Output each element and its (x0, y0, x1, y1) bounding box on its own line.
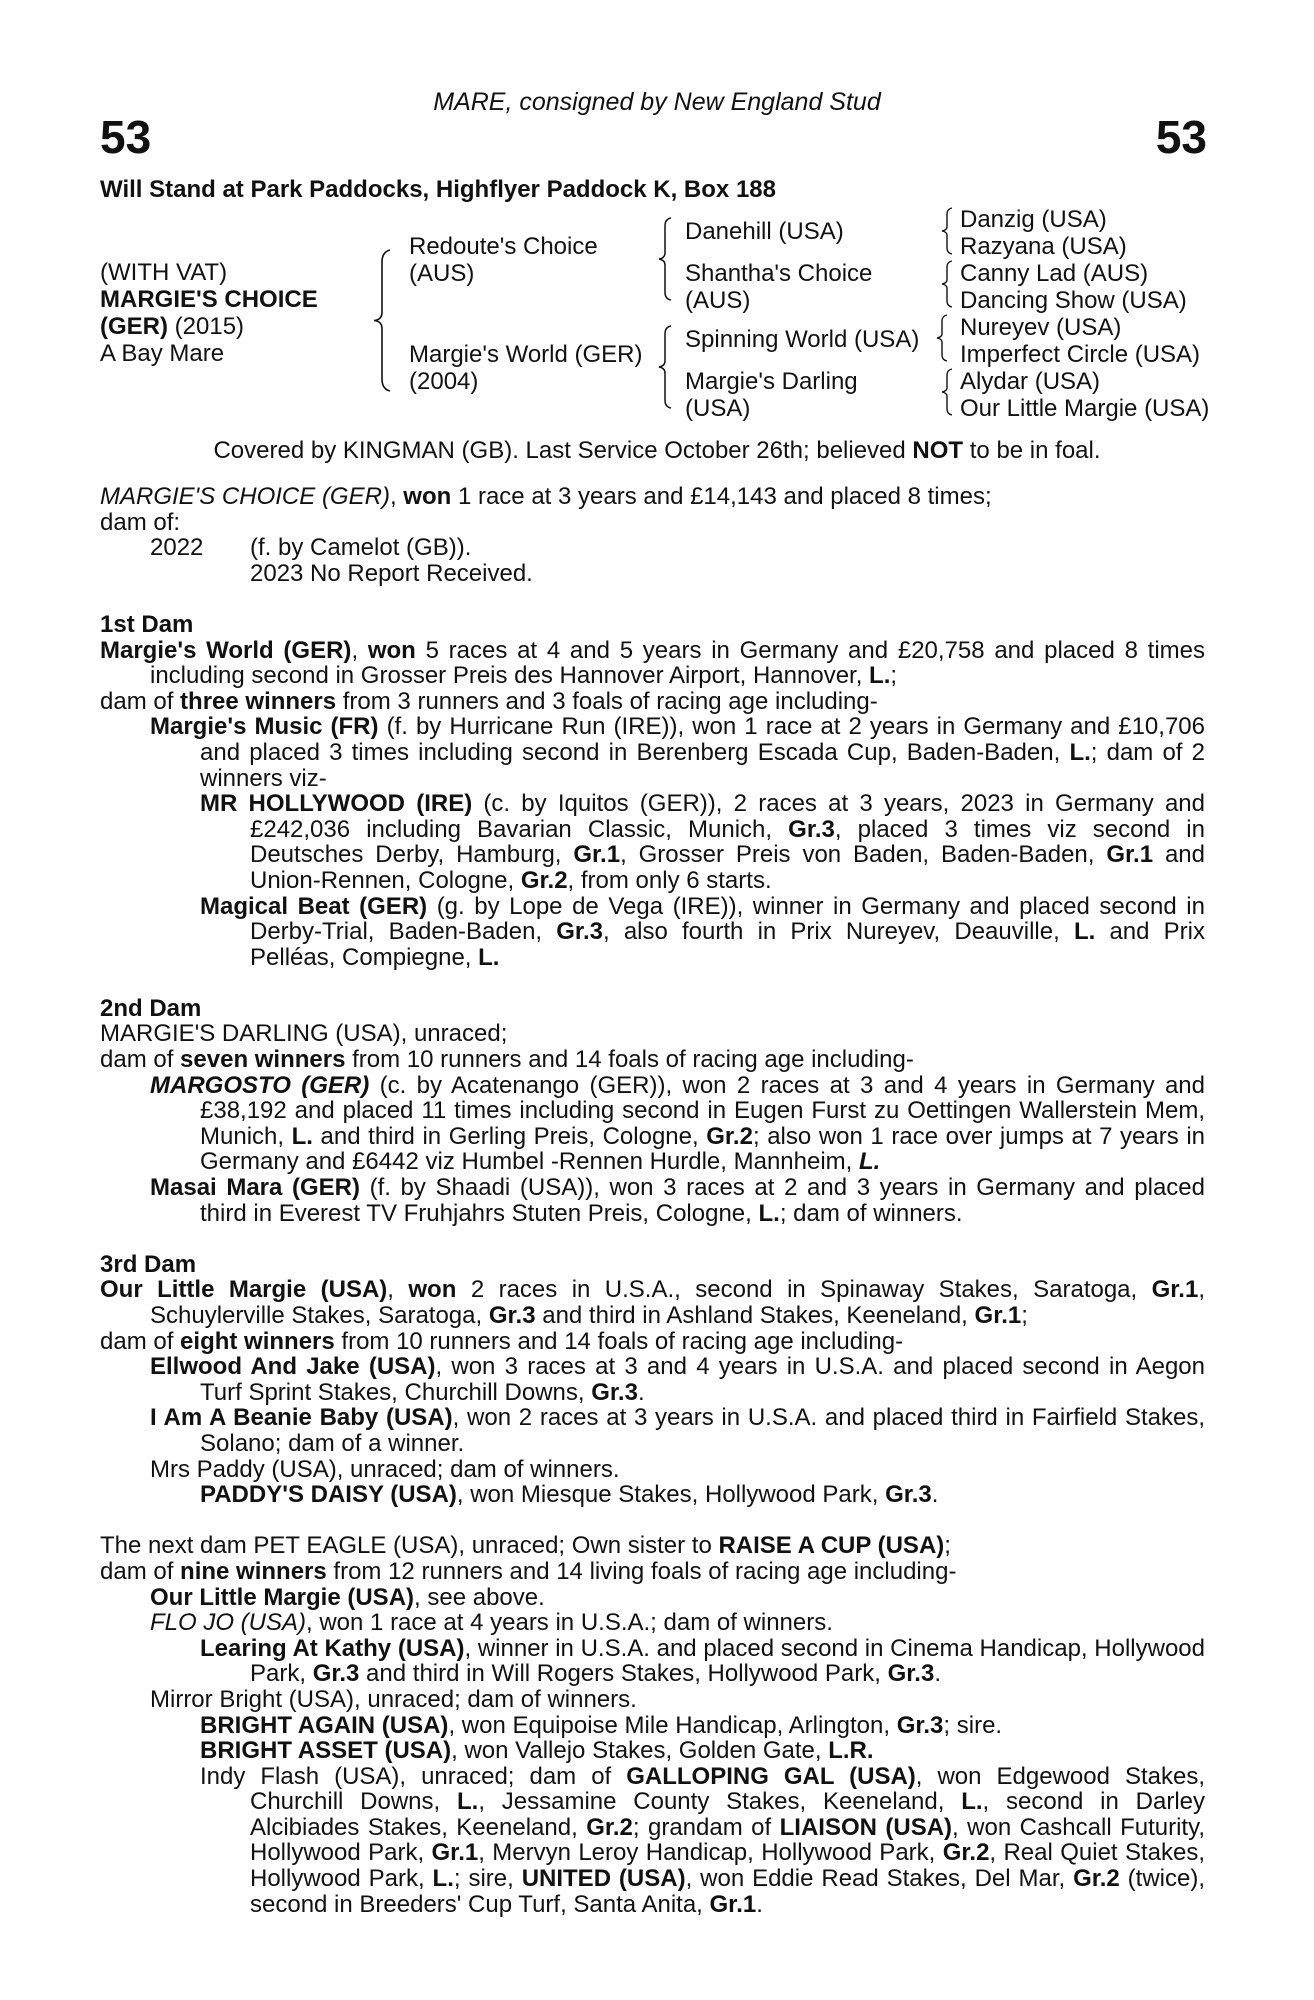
gen3-shanthas-choice: Shantha's Choice (685, 260, 873, 287)
third-dam-heading: 3rd Dam (100, 1250, 197, 1278)
covered-not: NOT (912, 437, 964, 464)
mr-hollywood-entry: MR HOLLYWOOD (IRE) (c. by Iquitos (GER)), 2 races at 3 years, 2023 in Germany and £242,036 including Bavarian Classic, Munich, Gr.3, placed 3 times viz second in Deutsches Derby, Hamburg, Gr.1, Grosser Preis von Baden, Baden-Baden, Gr.1 and Union-Rennen, Cologne, Gr.2, from only 6 starts. (200, 790, 1205, 894)
first-dam-heading: 1st Dam (100, 610, 194, 638)
ellwood-entry: Ellwood And Jake (USA), won 3 races at 3 and 4 years in U.S.A. and placed second in Aegon Turf Sprint Stakes, Churchill Downs, Gr.3. (150, 1353, 1205, 1406)
gen4-danzig: Danzig (USA) (960, 206, 1107, 233)
margosto-entry: MARGOSTO (GER) (c. by Acatenango (GER)), won 2 races at 3 and 4 years in Germany and £38,192 and placed 11 times including second in Eugen Furst zu Oettingen Wallerstein Mem, Munich, L. and third in Gerling Preis, Cologne, Gr.2; also won 1 race over jumps at 7 years in Germany and £6442 viz Humbel -Rennen Hurdle, Mannheim, L. (150, 1071, 1206, 1176)
gen3-spinning-world: Spinning World (USA) (685, 326, 920, 353)
intro-dam-of: dam of: (100, 508, 181, 536)
horse-name (100, 286, 318, 313)
bright-again-entry: BRIGHT AGAIN (USA), won Equipoise Mile Handicap, Arlington, Gr.3; sire. (200, 1711, 1003, 1739)
foal-desc: (f. by Camelot (GB)). (250, 534, 472, 562)
gen4-alydar: Alydar (USA) (960, 368, 1101, 395)
stand-location: Will Stand at Park Paddocks, Highflyer Paddock K, Box 188 (100, 176, 776, 203)
covered-line (0, 437, 1314, 465)
brace-shanthas (940, 259, 954, 309)
foal-year: 2022 (150, 534, 204, 562)
beanie-baby-entry: I Am A Beanie Baby (USA), won 2 races at 3 years in U.S.A. and placed third in Fairfield Stakes, Solano; dam of a winner. (150, 1404, 1206, 1457)
margies-music-entry: Margie's Music (FR) (f. by Hurricane Run (IRE)), won 1 race at 2 years in Germany and £10,706 and placed 3 times including second in Berenberg Escada Cup, Baden-Baden, L.; dam of 2 winners viz- (150, 713, 1205, 792)
dam-brace (657, 324, 673, 410)
sire-country: (AUS) (409, 260, 475, 287)
gen3-shanthas-country: (AUS) (685, 287, 751, 314)
foal-2023: 2023 No Report Received. (250, 559, 533, 587)
flo-jo-entry: FLO JO (USA), won 1 race at 4 years in U.S.A.; dam of winners. (150, 1609, 833, 1637)
dam-name: Margie's World (GER) (409, 341, 643, 368)
gen3-danehill: Danehill (USA) (685, 218, 844, 245)
dam-year: (2004) (409, 368, 479, 395)
gen4-razyana: Razyana (USA) (960, 233, 1127, 260)
foal-2022 (100, 535, 1205, 561)
lot-number-left: 53 (100, 111, 152, 163)
horse-description: A Bay Mare (100, 340, 225, 367)
brace-margies-darling (940, 367, 954, 417)
brace-danehill (940, 206, 954, 256)
gen4-nureyev: Nureyev (USA) (960, 314, 1122, 341)
first-dam-entry: Margie's World (GER), won 5 races at 4 and 5 years in Germany and £20,758 and placed 8 times including second in Grosser Preis des Hannover Airport, Hannover, L.; (100, 636, 1205, 690)
learing-at-kathy-entry: Learing At Kathy (USA), winner in U.S.A. and placed second in Cinema Handicap, Hollywood Park, Gr.3 and third in Will Rogers Stakes, Hollywood Park, Gr.3. (200, 1634, 1205, 1688)
next-dam-entry: The next dam PET EAGLE (USA), unraced; Own sister to RAISE A CUP (USA); (100, 1532, 951, 1560)
horse-year: (2015) (174, 313, 245, 340)
consignment-line: MARE, consigned by New England Stud (433, 88, 881, 116)
lot-number-right: 53 (1155, 111, 1207, 163)
third-dam-winners: dam of eight winners from 10 runners and 14 foals of racing age including- (100, 1327, 904, 1355)
second-dam-entry: MARGIE'S DARLING (USA), unraced; (100, 1020, 508, 1048)
horse-country-year (100, 313, 244, 340)
third-dam-entry: Our Little Margie (USA), won 2 races in U.S.A., second in Spinaway Stakes, Saratoga, Gr.1, Schuylerville Stakes, Saratoga, Gr.3 and third in Ashland Stakes, Keeneland, Gr.1; (100, 1276, 1205, 1329)
magical-beat-entry: Magical Beat (GER) (g. by Lope de Vega (IRE)), winner in Germany and placed second in Derby-Trial, Baden-Baden, Gr.3, also fourth in Prix Nureyev, Deauville, L. and Prix Pelléas, Compiegne, L. (200, 892, 1205, 971)
sire-name: Redoute's Choice (409, 233, 598, 260)
gen4-imperfect-circle: Imperfect Circle (USA) (960, 341, 1201, 368)
main-brace (370, 248, 392, 393)
masai-mara-entry: Masai Mara (GER) (f. by Shaadi (USA)), won 3 races at 2 and 3 years in Germany and placed third in Everest TV Fruhjahrs Stuten Preis, Cologne, L.; dam of winners. (150, 1174, 1206, 1227)
horse-name-text: MARGIE'S CHOICE (100, 286, 318, 313)
gen3-margies-darling: Margie's Darling (685, 368, 858, 395)
second-dam-heading: 2nd Dam (100, 994, 202, 1022)
our-little-margie-entry: Our Little Margie (USA), see above. (150, 1583, 545, 1611)
next-dam-winners: dam of nine winners from 12 runners and 14 living foals of racing age including- (100, 1557, 957, 1585)
second-dam-winners: dam of seven winners from 10 runners and 14 foals of racing age including- (100, 1046, 914, 1074)
produce-record (100, 484, 1205, 1917)
horse-country: (GER) (100, 313, 168, 340)
sire-brace (657, 216, 673, 302)
covered-before: Covered by KINGMAN (GB). Last Service October 26th; believed (213, 437, 913, 464)
gen4-canny-lad: Canny Lad (AUS) (960, 260, 1149, 287)
intro-won: won (403, 483, 452, 510)
gen4-dancing-show: Dancing Show (USA) (960, 287, 1187, 314)
gen4-our-little-margie: Our Little Margie (USA) (960, 395, 1210, 422)
covered-after: to be in foal. (963, 437, 1101, 464)
brace-spinning (935, 313, 949, 363)
vat-note: (WITH VAT) (100, 259, 228, 286)
first-dam-winners: dam of three winners from 3 runners and 3 foals of racing age including- (100, 687, 878, 715)
mrs-paddy-entry: Mrs Paddy (USA), unraced; dam of winners. (150, 1455, 620, 1483)
intro-line: MARGIE'S CHOICE (GER), won 1 race at 3 years and £14,143 and placed 8 times; (100, 483, 992, 510)
indy-flash-entry: Indy Flash (USA), unraced; dam of GALLOPING GAL (USA), won Edgewood Stakes, Churchill Downs, L., Jessamine County Stakes, Keeneland, L., second in Darley Alcibiades Stakes, Keeneland, Gr.2; grandam of LIAISON (USA), won Cashcall Futurity, Hollywood Park, Gr.1, Mervyn Leroy Handicap, Hollywood Park, Gr.2, Real Quiet Stakes, Hollywood Park, L.; sire, UNITED (USA), won Eddie Read Stakes, Del Mar, Gr.2 (twice), second in Breeders' Cup Turf, Santa Anita, Gr.1. (200, 1762, 1206, 1918)
intro-rest: 1 race at 3 years and £14,143 and placed 8 times; (451, 483, 992, 510)
intro-name: MARGIE'S CHOICE (GER) (100, 483, 390, 510)
bright-asset-entry: BRIGHT ASSET (USA), won Vallejo Stakes, Golden Gate, L.R. (200, 1737, 874, 1765)
mirror-bright-entry: Mirror Bright (USA), unraced; dam of winners. (150, 1685, 637, 1713)
paddys-daisy-entry: PADDY'S DAISY (USA), won Miesque Stakes, Hollywood Park, Gr.3. (200, 1481, 939, 1509)
gen3-margies-country: (USA) (685, 395, 751, 422)
